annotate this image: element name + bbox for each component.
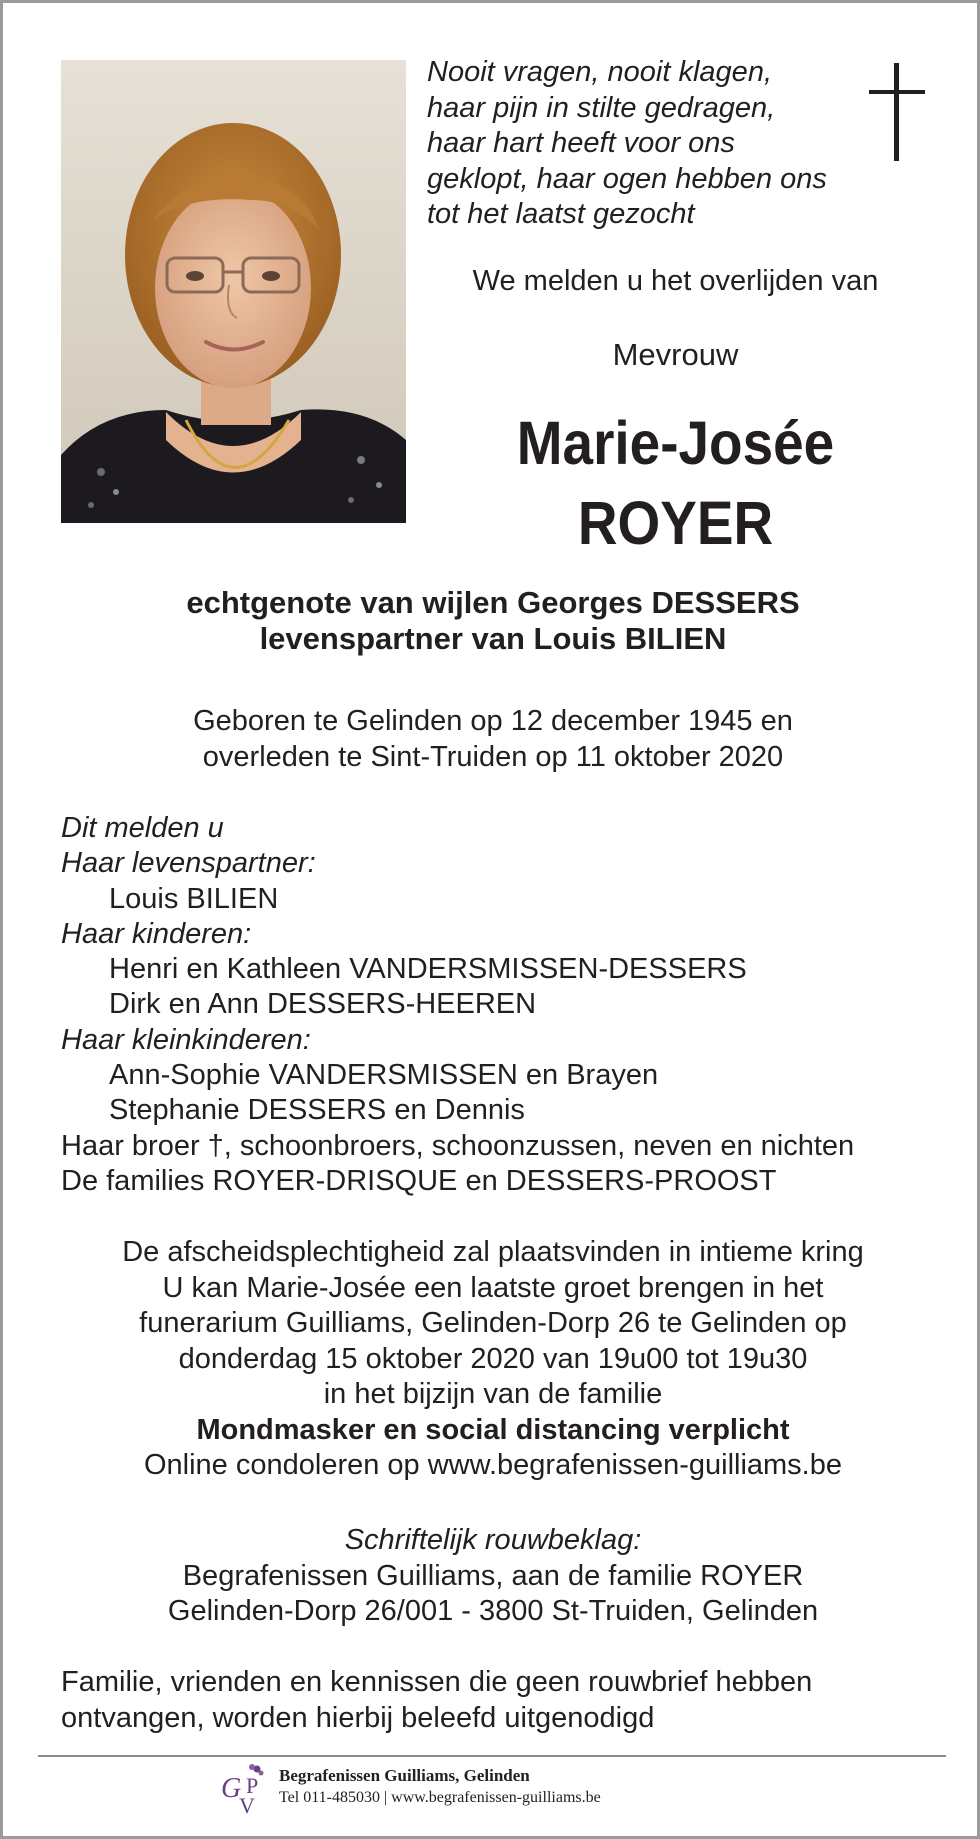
- birth-death-details: [3, 703, 980, 775]
- portrait-photo: [61, 60, 406, 523]
- footer: [219, 1761, 819, 1821]
- ceremony-line: donderdag 15 oktober 2020 van 19u00 tot 19u30: [178, 1342, 808, 1375]
- portrait-illustration: [61, 60, 406, 523]
- partner-name: Louis BILIEN: [109, 882, 279, 915]
- poem-line: tot het laatst gezocht: [427, 198, 695, 230]
- condolence-address-line: Begrafenissen Guilliams, aan de familie ROYER: [182, 1559, 804, 1592]
- announcement-intro: We melden u het overlijden van: [472, 265, 879, 297]
- last-name: ROYER: [577, 489, 774, 557]
- children-heading: Haar kinderen:: [61, 917, 252, 950]
- closing-line: ontvangen, worden hierbij beleefd uitgenodigd: [61, 1701, 655, 1734]
- families: De families ROYER-DRISQUE en DESSERS-PROOST: [61, 1164, 777, 1197]
- birth-line: Geboren te Gelinden op 12 december 1945 en: [193, 705, 793, 737]
- mourners-intro: Dit melden u: [61, 812, 224, 844]
- death-line: overleden te Sint-Truiden op 11 oktober 2020: [202, 741, 784, 773]
- online-condolence: Online condoleren op www.begrafenissen-guilliams.be: [143, 1449, 842, 1481]
- ceremony-line: De afscheidsplechtigheid zal plaatsvinden in intieme kring: [122, 1236, 864, 1268]
- written-condolences: [3, 1523, 980, 1630]
- partner-heading: Haar levenspartner:: [61, 847, 316, 880]
- relation-line: levenspartner van Louis BILIEN: [259, 621, 727, 656]
- funeral-home-contact: Tel 011-485030 | www.begrafenissen-guilliams.be: [279, 1789, 601, 1806]
- deceased-name: [462, 403, 890, 563]
- poem-line: haar pijn in stilte gedragen,: [427, 91, 776, 124]
- poem-line: Nooit vragen, nooit klagen,: [427, 56, 772, 88]
- first-name: Marie-Josée: [516, 409, 835, 477]
- svg-text:V: V: [239, 1793, 255, 1817]
- funeral-home-name: Begrafenissen Guilliams, Gelinden: [279, 1766, 530, 1785]
- ceremony-line: funerarium Guilliams, Gelinden-Dorp 26 te Gelinden op: [139, 1307, 847, 1339]
- grandchildren-heading: Haar kleinkinderen:: [61, 1023, 311, 1056]
- ceremony-line: U kan Marie-Josée een laatste groet brengen in het: [162, 1271, 824, 1304]
- grandchild-entry: Ann-Sophie VANDERSMISSEN en Brayen: [109, 1059, 659, 1092]
- mask-notice: Mondmasker en social distancing verplicht: [196, 1413, 790, 1446]
- relations: [3, 585, 980, 657]
- funeral-home-logo: [219, 1763, 269, 1817]
- ceremony-details: [3, 1235, 980, 1484]
- poem-line: haar hart heeft voor ons: [427, 127, 735, 159]
- condolence-address-line: Gelinden-Dorp 26/001 - 3800 St-Truiden, Gelinden: [167, 1595, 819, 1627]
- closing-line: Familie, vrienden en kennissen die geen rouwbrief hebben: [61, 1666, 813, 1698]
- child-entry: Henri en Kathleen VANDERSMISSEN-DESSERS: [109, 953, 747, 986]
- svg-text:P: P: [246, 1773, 259, 1798]
- written-condolences-heading: Schriftelijk rouwbeklag:: [344, 1524, 642, 1556]
- poem: [427, 55, 887, 233]
- child-entry: Dirk en Ann DESSERS-HEEREN: [109, 988, 537, 1021]
- honorific: Mevrouw: [612, 337, 739, 372]
- poem-line: geklopt, haar ogen hebben ons: [427, 162, 827, 195]
- mourners-list: [61, 811, 961, 1199]
- ceremony-line: in het bijzijn van de familie: [323, 1378, 663, 1410]
- other-relatives: Haar broer †, schoonbroers, schoonzussen, neven en nichten: [61, 1129, 855, 1162]
- funeral-home-details: [279, 1765, 601, 1809]
- footer-divider: [38, 1755, 946, 1757]
- relation-line: echtgenote van wijlen Georges DESSERS: [186, 585, 800, 620]
- svg-text:G: G: [221, 1773, 242, 1804]
- closing-invitation: [61, 1665, 961, 1736]
- latin-cross-icon: [869, 63, 925, 161]
- grandchild-entry: Stephanie DESSERS en Dennis: [109, 1094, 525, 1127]
